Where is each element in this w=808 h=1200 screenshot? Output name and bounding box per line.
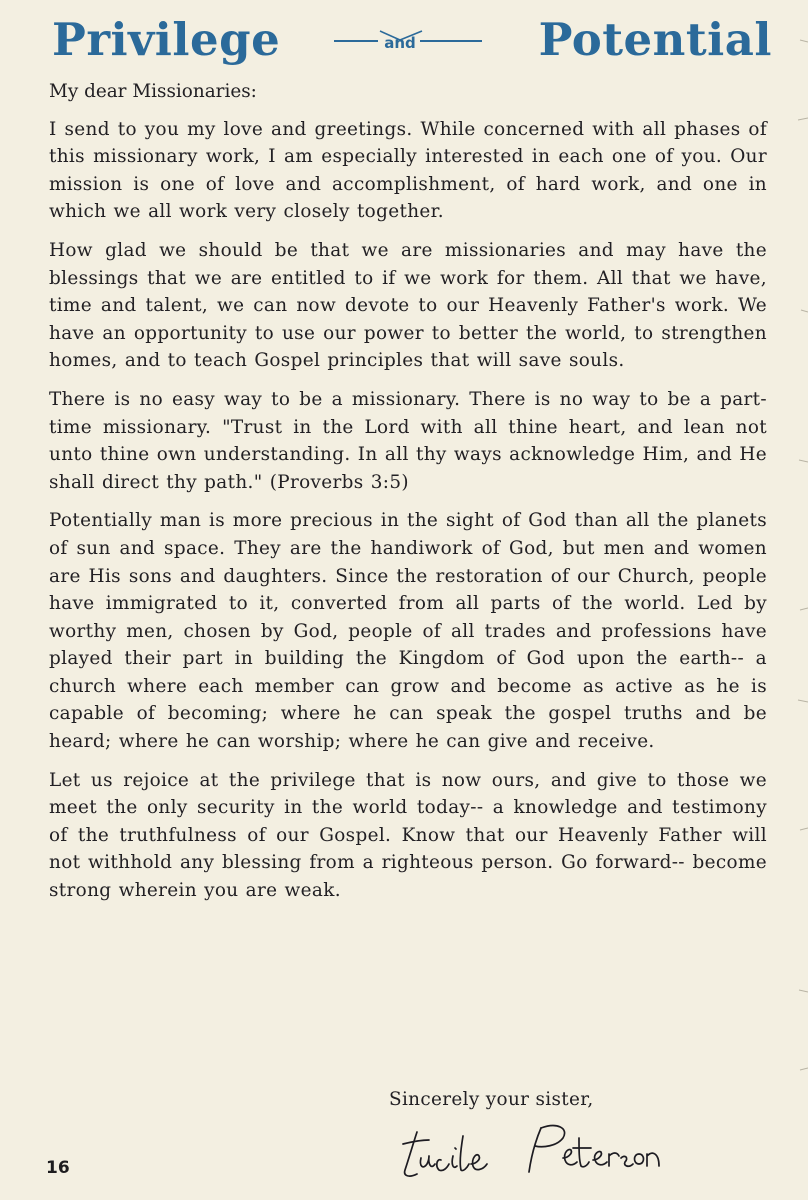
page-edge-shadow [794,0,808,1200]
title-privilege: Privilege [52,13,281,66]
letter-body [49,78,767,916]
paragraph-4: Potentially man is more precious in the sight of God than all the planets of sun and space. They are the handiwork of God, but men and women are His sons and daughters. Since the restoration of our Church, people have immigrated to it, converted from all parts of the world. Led by worthy men, chosen by God, people of all trades and professions have played their part in building the Kingdom of God upon the earth-- a church where each member can grow and become as active as he is capable of becoming; where he can speak the gospel truths and be heard; where he can worship; where he can give and receive. [49,510,767,753]
joiner-line-right [420,40,482,42]
page-number: 16 [46,1158,70,1178]
salutation: My dear Missionaries: [49,81,257,102]
paragraph-2: How glad we should be that we are missionaries and may have the blessings that we are entitled to if we work for them. All that we have, time and talent, we can now devote to our Heavenly Father's work. We have an opportunity to use our power to better the world, to strengthen homes, and to teach Gospel principles that will save souls. [49,239,767,372]
signature-image [395,1118,670,1188]
title-potential: Potential [538,13,772,66]
title-and: and [384,34,416,52]
title-joiner [334,24,482,64]
page-title [52,10,772,74]
paragraph-3: There is no easy way to be a missionary. There is no way to be a part-time missionary. "Trust in the Lord with all thine heart, and lean not unto thine own understanding. In all thy ways acknowledge Him, and He shall direct thy path." (Proverbs 3:5) [49,388,767,493]
paragraph-1: I send to you my love and greetings. While concerned with all phases of this missionary work, I am especially interested in each one of you. Our mission is one of love and accomplishment, of hard work, and one in which we all work very closely together. [49,118,767,223]
paragraph-5: Let us rejoice at the privilege that is now ours, and give to those we meet the only security in the world today-- a knowledge and testimony of the truthfulness of our Gospel. Know that our Heavenly Father will not withhold any blessing from a righteous person. Go forward-- become strong wherein you are weak. [49,769,767,902]
closing-line: Sincerely your sister, [389,1089,594,1110]
joiner-line-left [334,40,378,42]
